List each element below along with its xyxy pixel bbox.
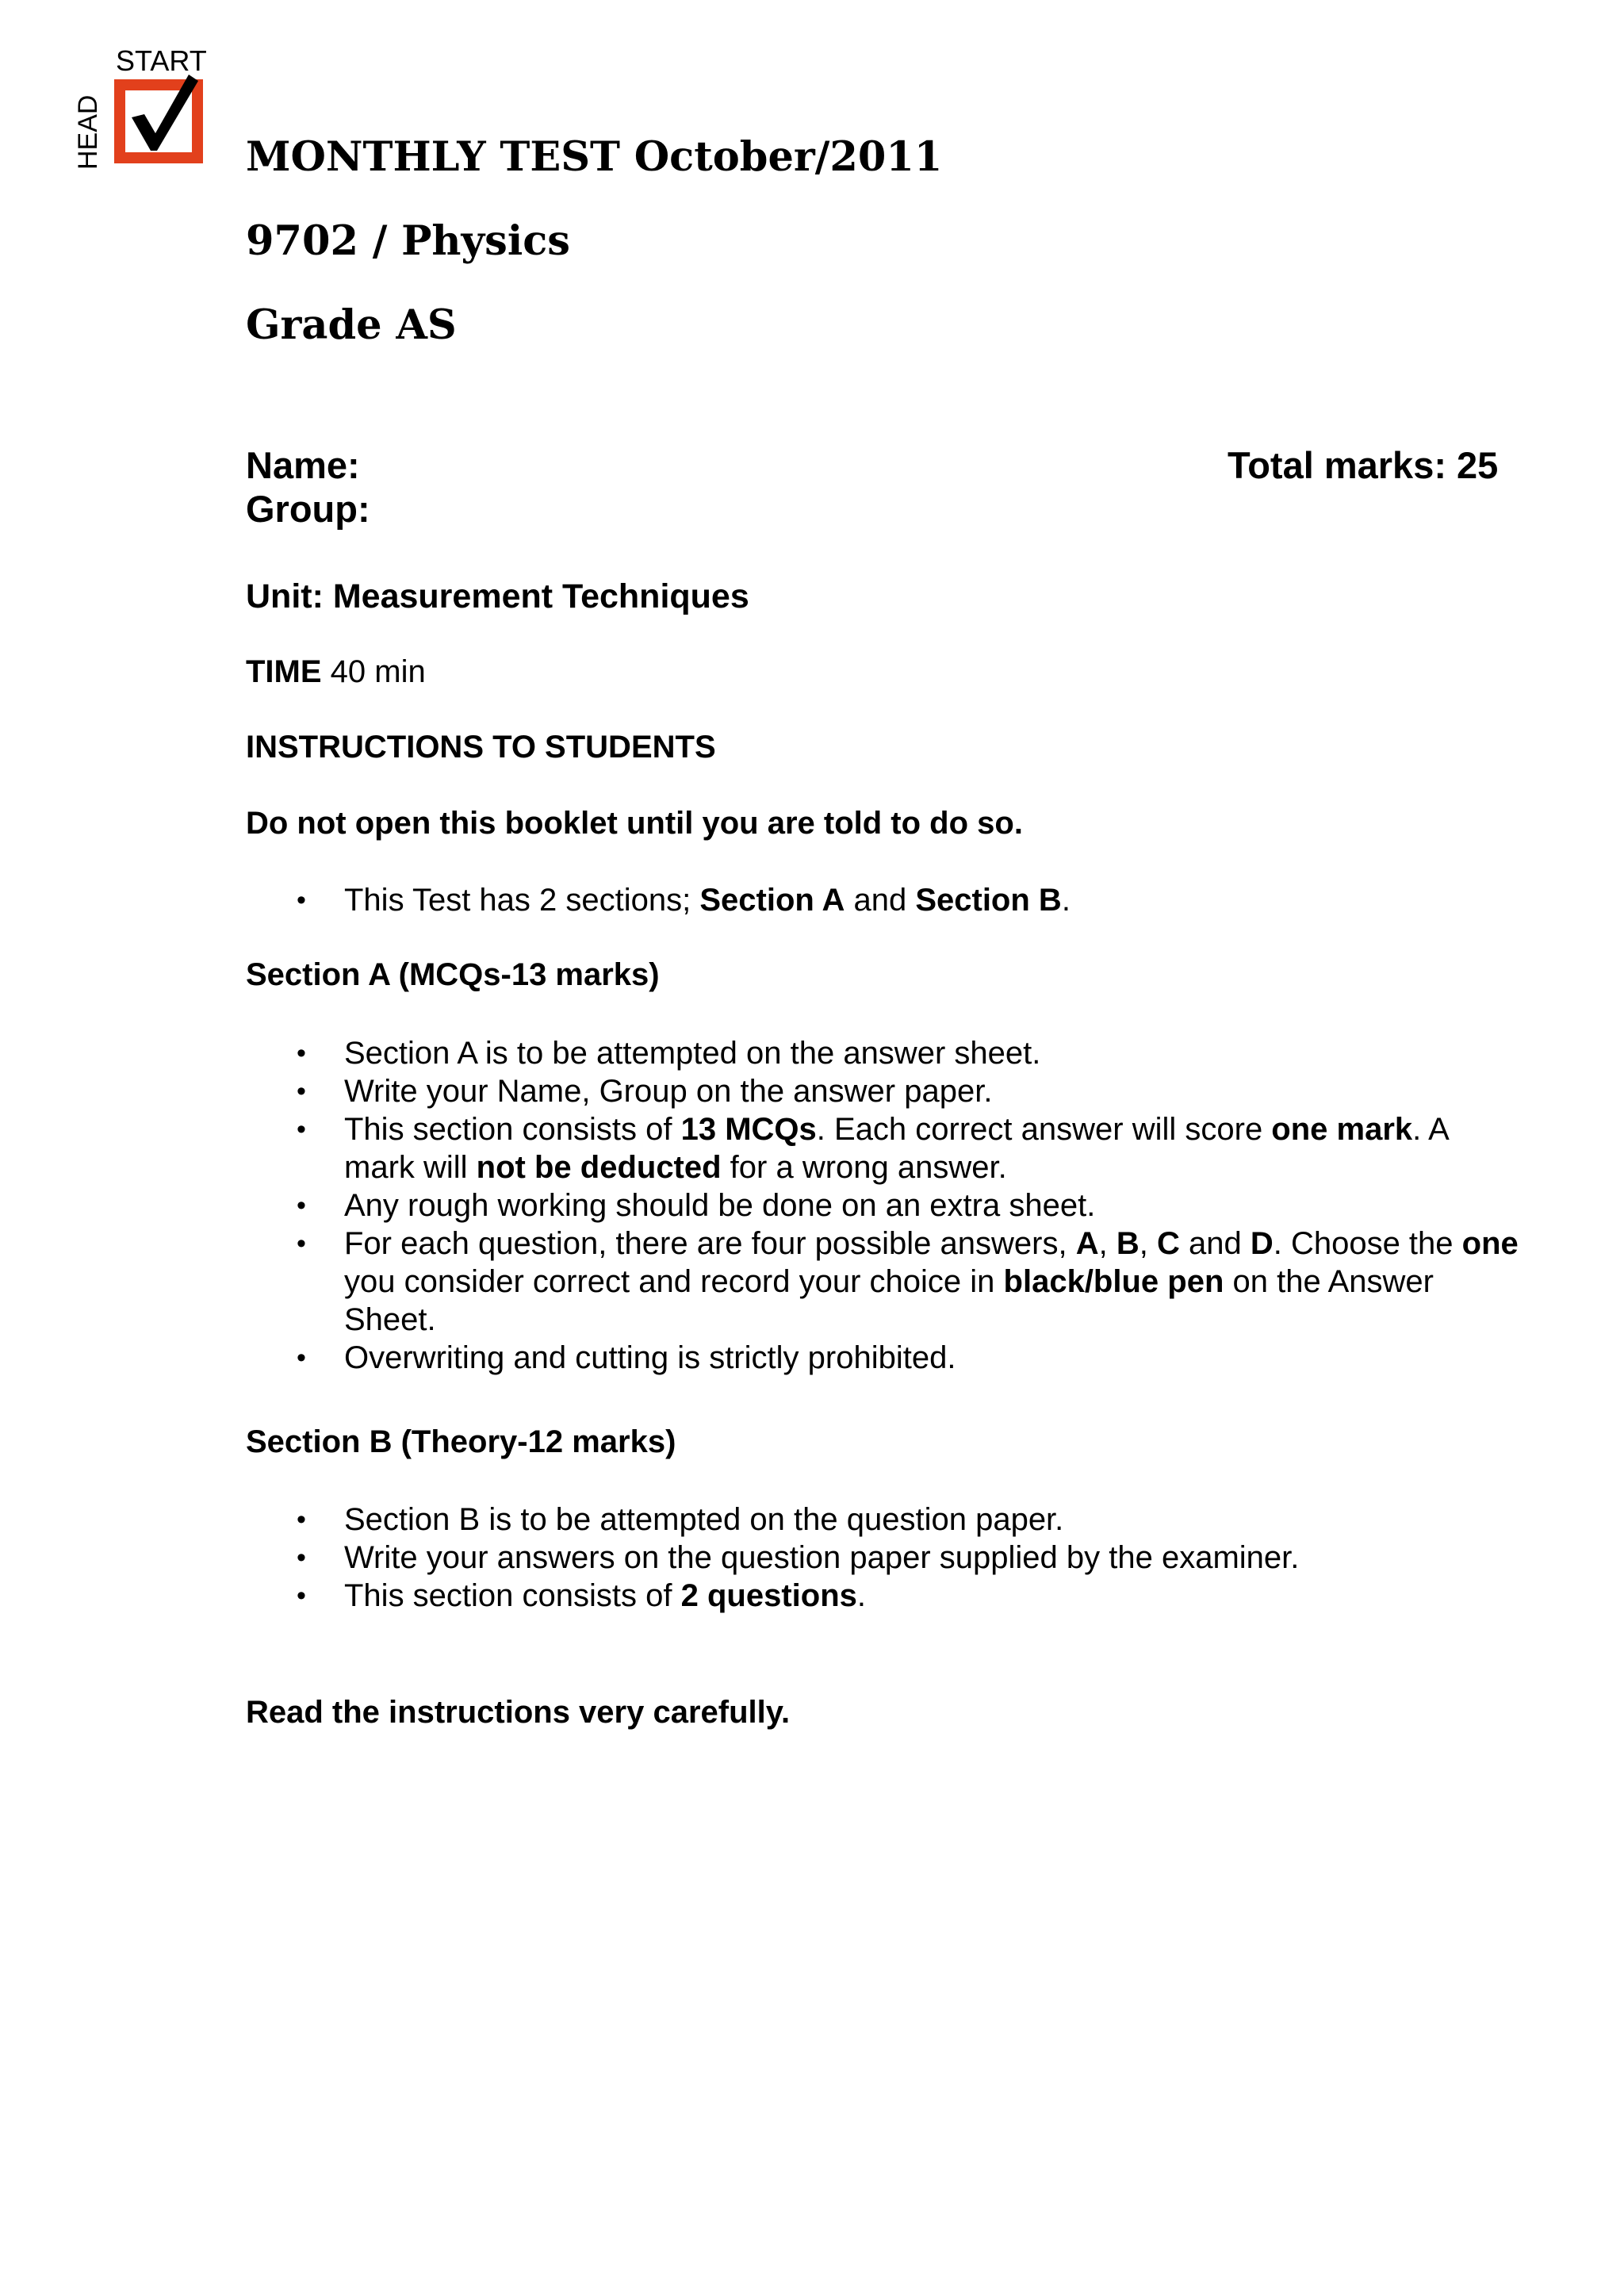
list-item: • This section consists of 2 questions. <box>297 1578 866 1613</box>
list-item: • This Test has 2 sections; Section A and Section B. <box>297 883 1071 918</box>
bullet-icon: • <box>297 1504 306 1535</box>
total-marks: Total marks: 25 <box>1228 444 1499 486</box>
bullet-icon: • <box>297 1228 306 1259</box>
bullet-icon: • <box>297 1543 306 1573</box>
list-item: • This section consists of 13 MCQs. Each correct answer will score one mark. A mark will not be deducted for a wrong answer. <box>297 1112 1450 1185</box>
list-item: • Write your answers on the question paper supplied by the examiner. <box>297 1540 1300 1575</box>
bullet-icon: • <box>297 1038 306 1068</box>
unit-title: Unit: Measurement Techniques <box>246 577 749 615</box>
overview-list <box>246 881 1594 919</box>
logo-word-start: START <box>116 44 207 77</box>
test-title: MONTHLY TEST October/2011 <box>246 133 943 181</box>
name-label: Name: <box>246 444 360 486</box>
list-item: • For each question, there are four possible answers, A, B, C and D. Choose the one you consider correct and record your choice in black/blue pen on the Answer Sheet. <box>297 1226 1519 1337</box>
group-label: Group: <box>246 488 370 530</box>
headstart-logo-graphic <box>73 44 209 171</box>
subject-title: 9702 / Physics <box>246 217 570 265</box>
list-item: • Write your Name, Group on the answer paper. <box>297 1074 993 1109</box>
section-b-heading: Section B (Theory-12 marks) <box>246 1424 676 1459</box>
bullet-icon: • <box>297 1190 306 1221</box>
list-item: • Section A is to be attempted on the answer sheet. <box>297 1036 1041 1071</box>
instructions-warning: Do not open this booklet until you are told to do so. <box>246 806 1023 841</box>
grade-title: Grade AS <box>246 301 457 349</box>
bullet-icon: • <box>297 1343 306 1373</box>
bullet-icon: • <box>297 1114 306 1144</box>
list-item: • Any rough working should be done on an extra sheet. <box>297 1188 1096 1223</box>
list-item: • Overwriting and cutting is strictly prohibited. <box>297 1340 956 1375</box>
time-value: 40 min <box>321 654 426 689</box>
time-line <box>246 653 426 691</box>
section-a-list <box>246 1034 1594 1377</box>
bullet-icon: • <box>297 885 306 915</box>
footer-note: Read the instructions very carefully. <box>246 1695 791 1730</box>
list-item: • Section B is to be attempted on the question paper. <box>297 1502 1064 1537</box>
bullet-icon: • <box>297 1076 306 1106</box>
instructions-heading: INSTRUCTIONS TO STUDENTS <box>246 730 716 765</box>
time-label: TIME <box>246 654 322 689</box>
logo-word-head: HEAD <box>73 94 103 170</box>
section-b-list <box>246 1501 1594 1615</box>
section-a-heading: Section A (MCQs-13 marks) <box>246 957 660 992</box>
headstart-logo <box>73 44 209 171</box>
bullet-icon: • <box>297 1581 306 1611</box>
